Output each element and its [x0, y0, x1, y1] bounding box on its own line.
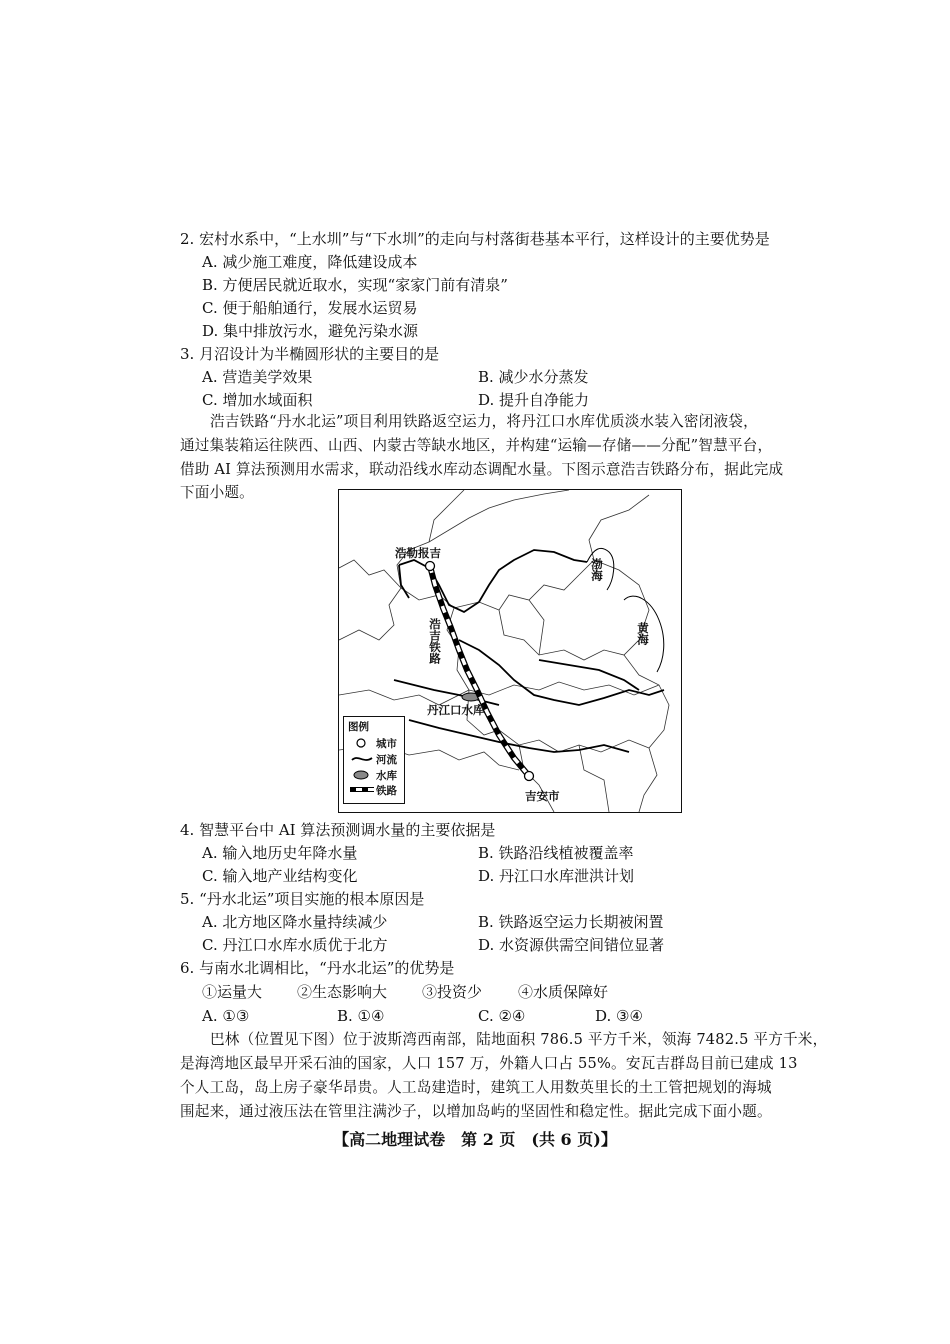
- legend-title: 图例: [348, 721, 369, 733]
- q5-stem: 5. “丹水北运”项目实施的根本原因是: [180, 890, 425, 908]
- q3-option-a: A. 营造美学效果: [202, 368, 313, 386]
- q3-option-b: B. 减少水分蒸发: [478, 368, 589, 386]
- q6-item-1: ①运量大: [202, 983, 263, 1001]
- q6-option-b: B. ①④: [337, 1007, 385, 1025]
- q3-option-c: C. 增加水域面积: [202, 391, 313, 409]
- legend-reservoir-symbol: [354, 771, 368, 779]
- label-haolebaoji: 浩勒报吉: [395, 546, 441, 560]
- label-bohai-text: 渤海: [590, 558, 604, 581]
- material2-line2: 是海湾地区最早开采石油的国家，人口 157 万，外籍人口占 55%。安瓦吉群岛目前已建成 13: [180, 1055, 798, 1072]
- city-jian-marker: [525, 772, 534, 781]
- q5-option-c: C. 丹江口水库水质优于北方: [202, 936, 388, 954]
- q6-stem: 6. 与南水北调相比，“丹水北运”的优势是: [180, 959, 455, 977]
- label-bohai: [589, 558, 605, 584]
- label-huanghai-text: 黄海: [636, 622, 650, 645]
- legend-reservoir-label: 水库: [376, 770, 397, 782]
- label-huanghai: [635, 622, 651, 648]
- q4-stem: 4. 智慧平台中 AI 算法预测调水量的主要依据是: [180, 821, 496, 839]
- q6-item-3: ③投资少: [422, 983, 483, 1001]
- q4-option-a: A. 输入地历史年降水量: [202, 844, 358, 862]
- q6-item-4: ④水质保障好: [518, 983, 609, 1001]
- q3-stem: 3. 月沼设计为半椭圆形状的主要目的是: [180, 345, 440, 363]
- page-footer: 【高二地理试卷 第 2 页 (共 6 页)】: [333, 1130, 617, 1149]
- legend-railway-symbol-dash: [356, 788, 362, 791]
- material2-line4: 围起来，通过液压法在管里注满沙子，以增加岛屿的坚固性和稳定性。据此完成下面小题。: [180, 1103, 772, 1120]
- q5-option-b: B. 铁路返空运力长期被闲置: [478, 913, 664, 931]
- q6-option-a: A. ①③: [202, 1007, 250, 1025]
- q6-option-d: D. ③④: [595, 1007, 643, 1025]
- q4-option-b: B. 铁路沿线植被覆盖率: [478, 844, 634, 862]
- q3-option-d: D. 提升自净能力: [478, 391, 590, 409]
- q4-option-c: C. 输入地产业结构变化: [202, 867, 358, 885]
- q4-option-d: D. 丹江口水库泄洪计划: [478, 867, 635, 885]
- legend-railway-symbol-dash2: [368, 788, 374, 791]
- q2-option-c: C. 便于船舶通行，发展水运贸易: [202, 299, 418, 317]
- q2-option-d: D. 集中排放污水，避免污染水源: [202, 322, 419, 340]
- q5-option-a: A. 北方地区降水量持续减少: [202, 913, 388, 931]
- legend-railway-label: 铁路: [376, 785, 397, 797]
- q6-option-c: C. ②④: [478, 1007, 526, 1025]
- label-jian: 吉安市: [525, 789, 560, 803]
- q2-option-b: B. 方便居民就近取水，实现“家家门前有清泉”: [202, 276, 508, 294]
- material2-line3: 个人工岛，岛上房子豪华昂贵。人工岛建造时，建筑工人用数英里长的土工管把规划的海城: [180, 1079, 772, 1096]
- q5-option-d: D. 水资源供需空间错位显著: [478, 936, 665, 954]
- q6-item-2: ②生态影响大: [297, 983, 388, 1001]
- city-haolebaoji-marker: [426, 562, 435, 571]
- material2-line1: 巴林（位置见下图）位于波斯湾西南部，陆地面积 786.5 平方千米，领海 7482.5 平方千米，: [210, 1031, 828, 1048]
- material1-line4: 下面小题。: [180, 484, 254, 501]
- legend-river-symbol: [352, 758, 372, 760]
- material1-line1: 浩吉铁路“丹水北运”项目利用铁路返空运力，将丹江口水库优质淡水装入密闭液袋，: [210, 413, 758, 430]
- material1-line2: 通过集装箱运往陕西、山西、内蒙古等缺水地区，并构建“运输—存储——分配”智慧平台，: [180, 437, 773, 454]
- material1-line3: 借助 AI 算法预测用水需求，联动沿线水库动态调配水量。下图示意浩吉铁路分布，据此完成: [180, 461, 784, 478]
- legend-river-label: 河流: [376, 754, 397, 766]
- q2-option-a: A. 减少施工难度，降低建设成本: [202, 253, 418, 271]
- map-legend: [343, 716, 405, 804]
- label-railway-text: 浩吉铁路: [428, 618, 442, 664]
- haoji-railway-map: [338, 489, 682, 813]
- legend-city-label: 城市: [376, 738, 397, 750]
- q2-stem: 2. 宏村水系中，“上水圳”与“下水圳”的走向与村落街巷基本平行，这样设计的主要优势是: [180, 230, 770, 248]
- legend-city-symbol: [357, 739, 365, 747]
- label-danjiangkou: 丹江口水库: [427, 703, 485, 717]
- label-railway: [427, 618, 443, 667]
